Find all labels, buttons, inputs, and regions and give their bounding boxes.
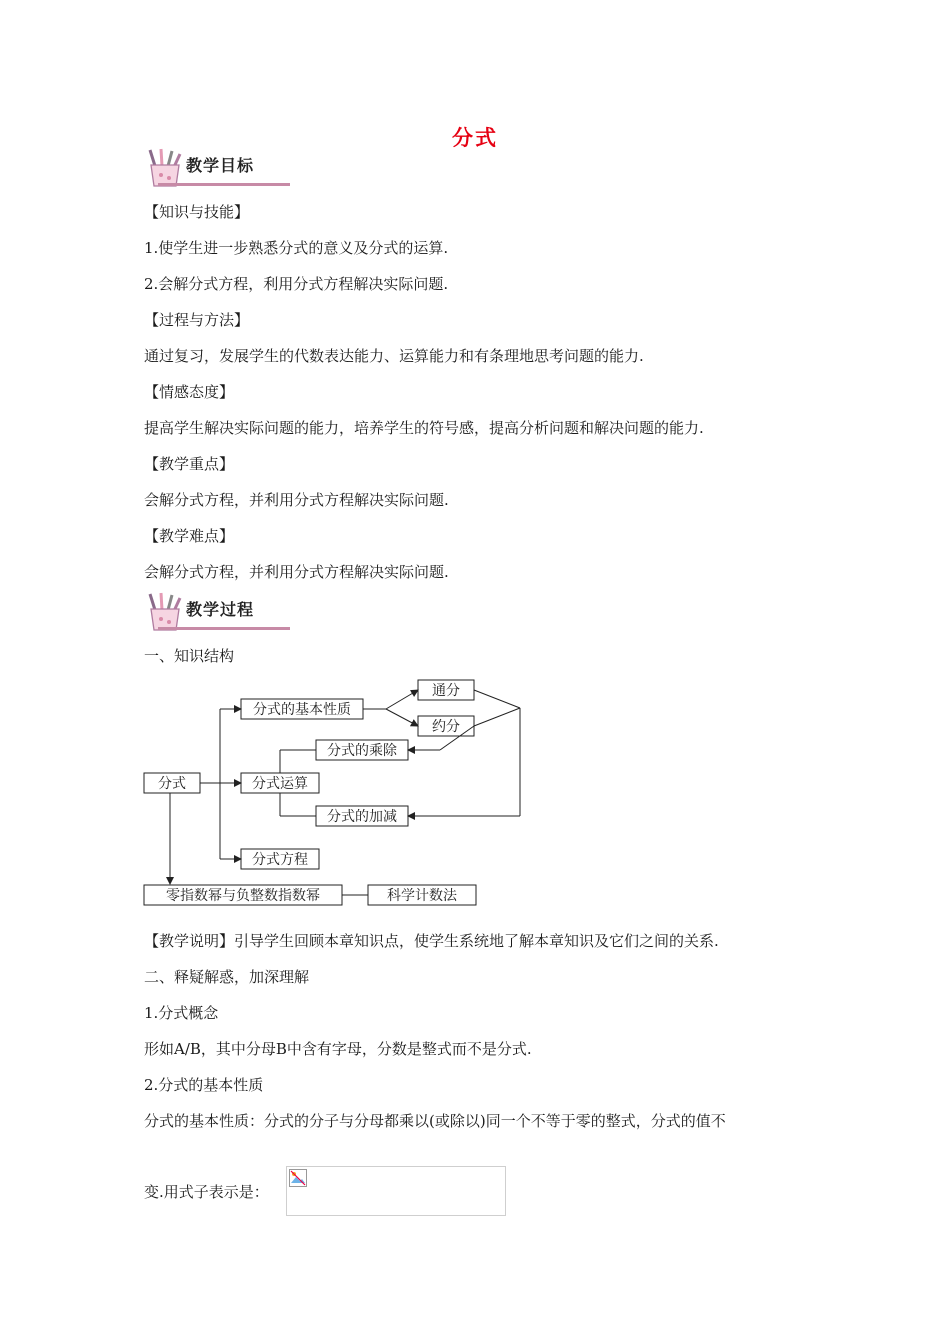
property-title: 2.分式的基本性质 xyxy=(144,1076,264,1094)
process-heading-2: 二、释疑解惑，加深理解 xyxy=(144,968,310,986)
goals-heading-key: 【教学重点】 xyxy=(144,455,235,473)
diagram-mul-div-label: 分式的乘除 xyxy=(327,743,397,759)
process-banner xyxy=(144,592,290,632)
banner-underline xyxy=(158,183,290,186)
goals-key-text: 会解分式方程，并利用分式方程解决实际问题. xyxy=(144,491,449,509)
property-text: 分式的基本性质：分式的分子与分母都乘以(或除以)同一个不等于零的整式，分式的值不 xyxy=(144,1112,726,1130)
diagram-add-sub-label: 分式的加减 xyxy=(327,809,397,825)
goals-heading-difficulty: 【教学难点】 xyxy=(144,527,235,545)
page-title: 分式 xyxy=(452,125,498,150)
concept-title: 1.分式概念 xyxy=(144,1004,219,1022)
goals-banner xyxy=(144,148,290,188)
goals-item-1: 1.使学生进一步熟悉分式的意义及分式的运算. xyxy=(144,239,449,257)
goals-banner-label: 教学目标 xyxy=(186,156,255,175)
broken-image-icon xyxy=(289,1169,307,1187)
process-note: 【教学说明】引导学生回顾本章知识点，使学生系统地了解本章知识及它们之间的关系. xyxy=(144,932,719,950)
goals-emotion-text: 提高学生解决实际问题的能力，培养学生的符号感，提高分析问题和解决问题的能力. xyxy=(144,419,704,437)
goals-heading-emotion: 【情感态度】 xyxy=(144,383,235,401)
pencil-pot-icon xyxy=(146,148,184,188)
diagram-tongfen-label: 通分 xyxy=(432,683,460,699)
diagram-sci-notation-label: 科学计数法 xyxy=(387,888,457,904)
diagram-root-label: 分式 xyxy=(158,776,186,792)
formula-image-placeholder xyxy=(286,1166,506,1216)
diagram-exponent-label: 零指数幂与负整数指数幂 xyxy=(166,888,320,904)
process-banner-label: 教学过程 xyxy=(186,600,255,619)
diagram-operations-label: 分式运算 xyxy=(252,776,308,792)
concept-text: 形如A/B，其中分母B中含有字母，分数是整式而不是分式. xyxy=(144,1040,532,1058)
property-text-cont: 变.用式子表示是： xyxy=(144,1183,269,1201)
diagram-equation-label: 分式方程 xyxy=(252,852,308,868)
goals-process-text: 通过复习，发展学生的代数表达能力、运算能力和有条理地思考问题的能力. xyxy=(144,347,644,365)
knowledge-structure-diagram xyxy=(140,672,540,912)
pencil-pot-icon xyxy=(146,592,184,632)
diagram-yuefen-label: 约分 xyxy=(432,719,460,735)
goals-difficulty-text: 会解分式方程，并利用分式方程解决实际问题. xyxy=(144,563,449,581)
diagram-basic-property-label: 分式的基本性质 xyxy=(253,702,351,718)
banner-underline xyxy=(158,627,290,630)
goals-heading-process: 【过程与方法】 xyxy=(144,311,250,329)
goals-heading-knowledge: 【知识与技能】 xyxy=(144,203,250,221)
goals-item-2: 2.会解分式方程，利用分式方程解决实际问题. xyxy=(144,275,449,293)
process-heading-1: 一、知识结构 xyxy=(144,647,235,665)
